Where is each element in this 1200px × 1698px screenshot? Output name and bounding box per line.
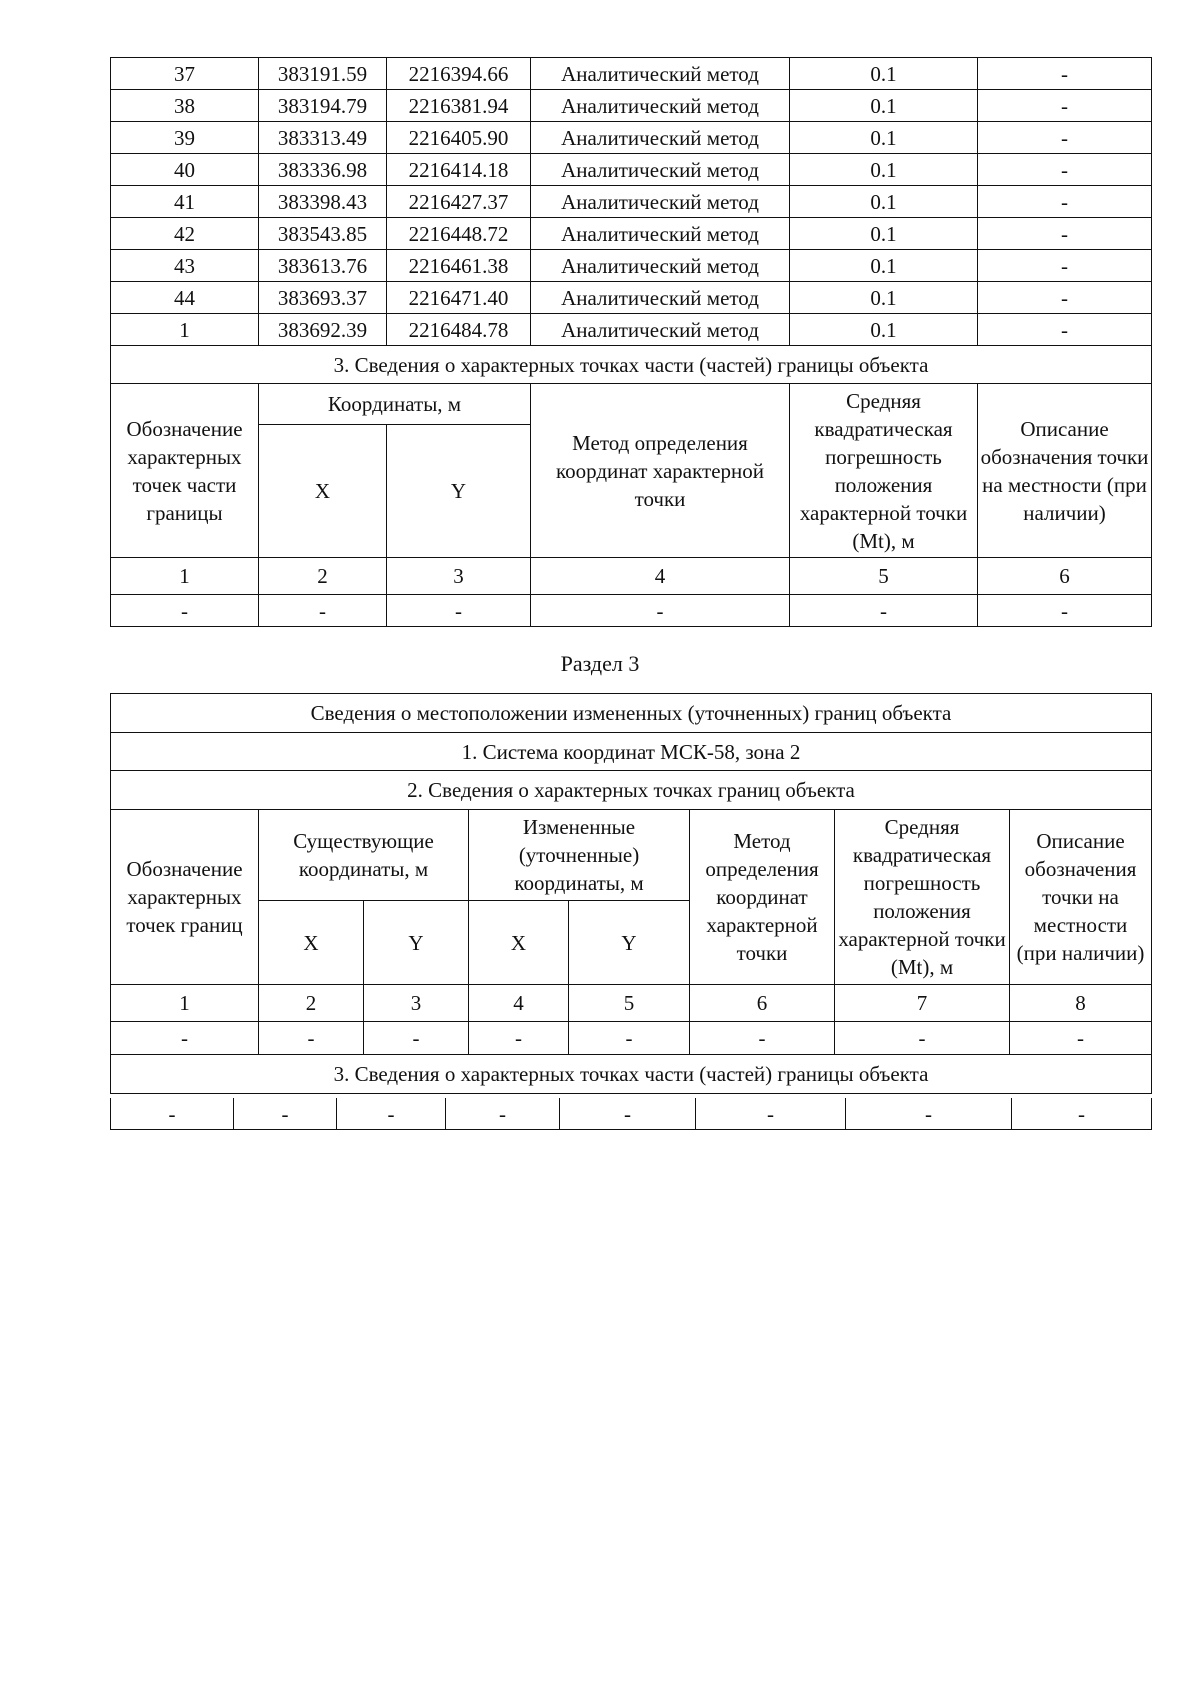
changed-boundaries-table: [110, 693, 1152, 1094]
table-row: [111, 314, 1152, 346]
col-number: 1: [111, 985, 259, 1022]
col-number: 6: [978, 558, 1152, 595]
cell-x: 383613.76: [259, 250, 387, 282]
header-point: Обозначение характерных точек части границы: [111, 384, 259, 558]
table-row: [111, 154, 1152, 186]
empty-cell: -: [387, 595, 531, 627]
header-desc: Описание обозначения точки на местности (при наличии): [1010, 810, 1152, 985]
table-row: [111, 58, 1152, 90]
cell-method: Аналитический метод: [531, 218, 790, 250]
cell-desc: -: [978, 218, 1152, 250]
cell-error: 0.1: [790, 154, 978, 186]
col-number: 2: [259, 558, 387, 595]
changed-boundaries-title: Сведения о местоположении измененных (уточненных) границ объекта: [111, 694, 1152, 733]
cell-y: 2216414.18: [387, 154, 531, 186]
cell-point: 44: [111, 282, 259, 314]
col-number: 7: [835, 985, 1010, 1022]
part-boundary-title: 3. Сведения о характерных точках части (частей) границы объекта: [111, 1055, 1152, 1094]
cell-desc: -: [978, 314, 1152, 346]
empty-cell: -: [560, 1098, 696, 1130]
col-number: 5: [569, 985, 690, 1022]
cell-desc: -: [978, 154, 1152, 186]
empty-row: [111, 1022, 1152, 1055]
cell-error: 0.1: [790, 250, 978, 282]
header-method: Метод определения координат характерной точки: [531, 384, 790, 558]
section-heading: Раздел 3: [560, 651, 640, 676]
cell-y: 2216405.90: [387, 122, 531, 154]
cell-error: 0.1: [790, 122, 978, 154]
cell-error: 0.1: [790, 90, 978, 122]
cell-y: 2216427.37: [387, 186, 531, 218]
cell-point: 1: [111, 314, 259, 346]
header-changed-coords: Измененные (уточненные) координаты, м: [469, 810, 690, 901]
cell-method: Аналитический метод: [531, 58, 790, 90]
cell-method: Аналитический метод: [531, 186, 790, 218]
column-numbers-row: [111, 985, 1152, 1022]
cell-desc: -: [978, 282, 1152, 314]
cell-y: 2216448.72: [387, 218, 531, 250]
cell-error: 0.1: [790, 314, 978, 346]
cell-method: Аналитический метод: [531, 282, 790, 314]
header-coords: Координаты, м: [259, 384, 531, 425]
cell-point: 42: [111, 218, 259, 250]
header-error: Средняя квадратическая погрешность положения характерной точки (Mt), м: [790, 384, 978, 558]
header-y-changed: Y: [569, 901, 690, 985]
cell-desc: -: [978, 250, 1152, 282]
header-y-existing: Y: [364, 901, 469, 985]
cell-desc: -: [978, 186, 1152, 218]
cell-x: 383336.98: [259, 154, 387, 186]
empty-cell: -: [1012, 1098, 1152, 1130]
empty-cell: -: [469, 1022, 569, 1055]
cell-point: 43: [111, 250, 259, 282]
cell-y: 2216484.78: [387, 314, 531, 346]
cell-method: Аналитический метод: [531, 154, 790, 186]
cell-point: 41: [111, 186, 259, 218]
empty-cell: -: [690, 1022, 835, 1055]
empty-cell: -: [696, 1098, 846, 1130]
empty-row: [111, 595, 1152, 627]
header-x-existing: X: [259, 901, 364, 985]
table-row: [111, 282, 1152, 314]
col-number: 2: [259, 985, 364, 1022]
col-number: 4: [531, 558, 790, 595]
cell-point: 37: [111, 58, 259, 90]
cell-x: 383398.43: [259, 186, 387, 218]
cell-desc: -: [978, 90, 1152, 122]
header-point: Обозначение характерных точек границ: [111, 810, 259, 985]
cell-y: 2216471.40: [387, 282, 531, 314]
empty-cell: -: [111, 1098, 234, 1130]
col-number: 3: [364, 985, 469, 1022]
empty-row: [111, 1098, 1152, 1130]
coord-system: 1. Система координат МСК-58, зона 2: [111, 733, 1152, 771]
cell-method: Аналитический метод: [531, 90, 790, 122]
column-numbers-row: [111, 558, 1152, 595]
table-row: [111, 250, 1152, 282]
cell-error: 0.1: [790, 58, 978, 90]
empty-cell: -: [790, 595, 978, 627]
col-number: 5: [790, 558, 978, 595]
header-x-changed: X: [469, 901, 569, 985]
empty-cell: -: [259, 1022, 364, 1055]
cell-error: 0.1: [790, 218, 978, 250]
header-existing-coords: Существующие координаты, м: [259, 810, 469, 901]
cell-x: 383693.37: [259, 282, 387, 314]
cell-error: 0.1: [790, 282, 978, 314]
header-method: Метод определения координат характерной точки: [690, 810, 835, 985]
col-number: 4: [469, 985, 569, 1022]
empty-cell: -: [835, 1022, 1010, 1055]
cell-x: 383543.85: [259, 218, 387, 250]
table-row: [111, 122, 1152, 154]
cell-x: 383191.59: [259, 58, 387, 90]
points-title: 2. Сведения о характерных точках границ объекта: [111, 771, 1152, 810]
header-x: X: [259, 425, 387, 558]
empty-cell: -: [569, 1022, 690, 1055]
table-row: [111, 186, 1152, 218]
col-number: 6: [690, 985, 835, 1022]
col-number: 1: [111, 558, 259, 595]
empty-cell: -: [337, 1098, 446, 1130]
cell-x: 383692.39: [259, 314, 387, 346]
cell-method: Аналитический метод: [531, 250, 790, 282]
cell-y: 2216381.94: [387, 90, 531, 122]
cell-method: Аналитический метод: [531, 122, 790, 154]
table-row: [111, 90, 1152, 122]
empty-cell: -: [531, 595, 790, 627]
boundary-points-table: [110, 57, 1152, 627]
col-number: 3: [387, 558, 531, 595]
empty-cell: -: [111, 1022, 259, 1055]
empty-cell: -: [446, 1098, 560, 1130]
empty-cell: -: [259, 595, 387, 627]
cell-error: 0.1: [790, 186, 978, 218]
header-error: Средняя квадратическая погрешность положения характерной точки (Mt), м: [835, 810, 1010, 985]
empty-cell: -: [234, 1098, 337, 1130]
empty-cell: -: [846, 1098, 1012, 1130]
part-boundary-empty-table: [110, 1098, 1152, 1130]
empty-cell: -: [364, 1022, 469, 1055]
cell-y: 2216394.66: [387, 58, 531, 90]
header-desc: Описание обозначения точки на местности (при наличии): [978, 384, 1152, 558]
table-row: [111, 218, 1152, 250]
cell-method: Аналитический метод: [531, 314, 790, 346]
cell-point: 38: [111, 90, 259, 122]
cell-point: 40: [111, 154, 259, 186]
empty-cell: -: [1010, 1022, 1152, 1055]
cell-point: 39: [111, 122, 259, 154]
cell-y: 2216461.38: [387, 250, 531, 282]
col-number: 8: [1010, 985, 1152, 1022]
cell-x: 383313.49: [259, 122, 387, 154]
empty-cell: -: [111, 595, 259, 627]
header-y: Y: [387, 425, 531, 558]
cell-desc: -: [978, 122, 1152, 154]
cell-x: 383194.79: [259, 90, 387, 122]
empty-cell: -: [978, 595, 1152, 627]
part-boundary-title: 3. Сведения о характерных точках части (частей) границы объекта: [111, 346, 1152, 384]
cell-desc: -: [978, 58, 1152, 90]
